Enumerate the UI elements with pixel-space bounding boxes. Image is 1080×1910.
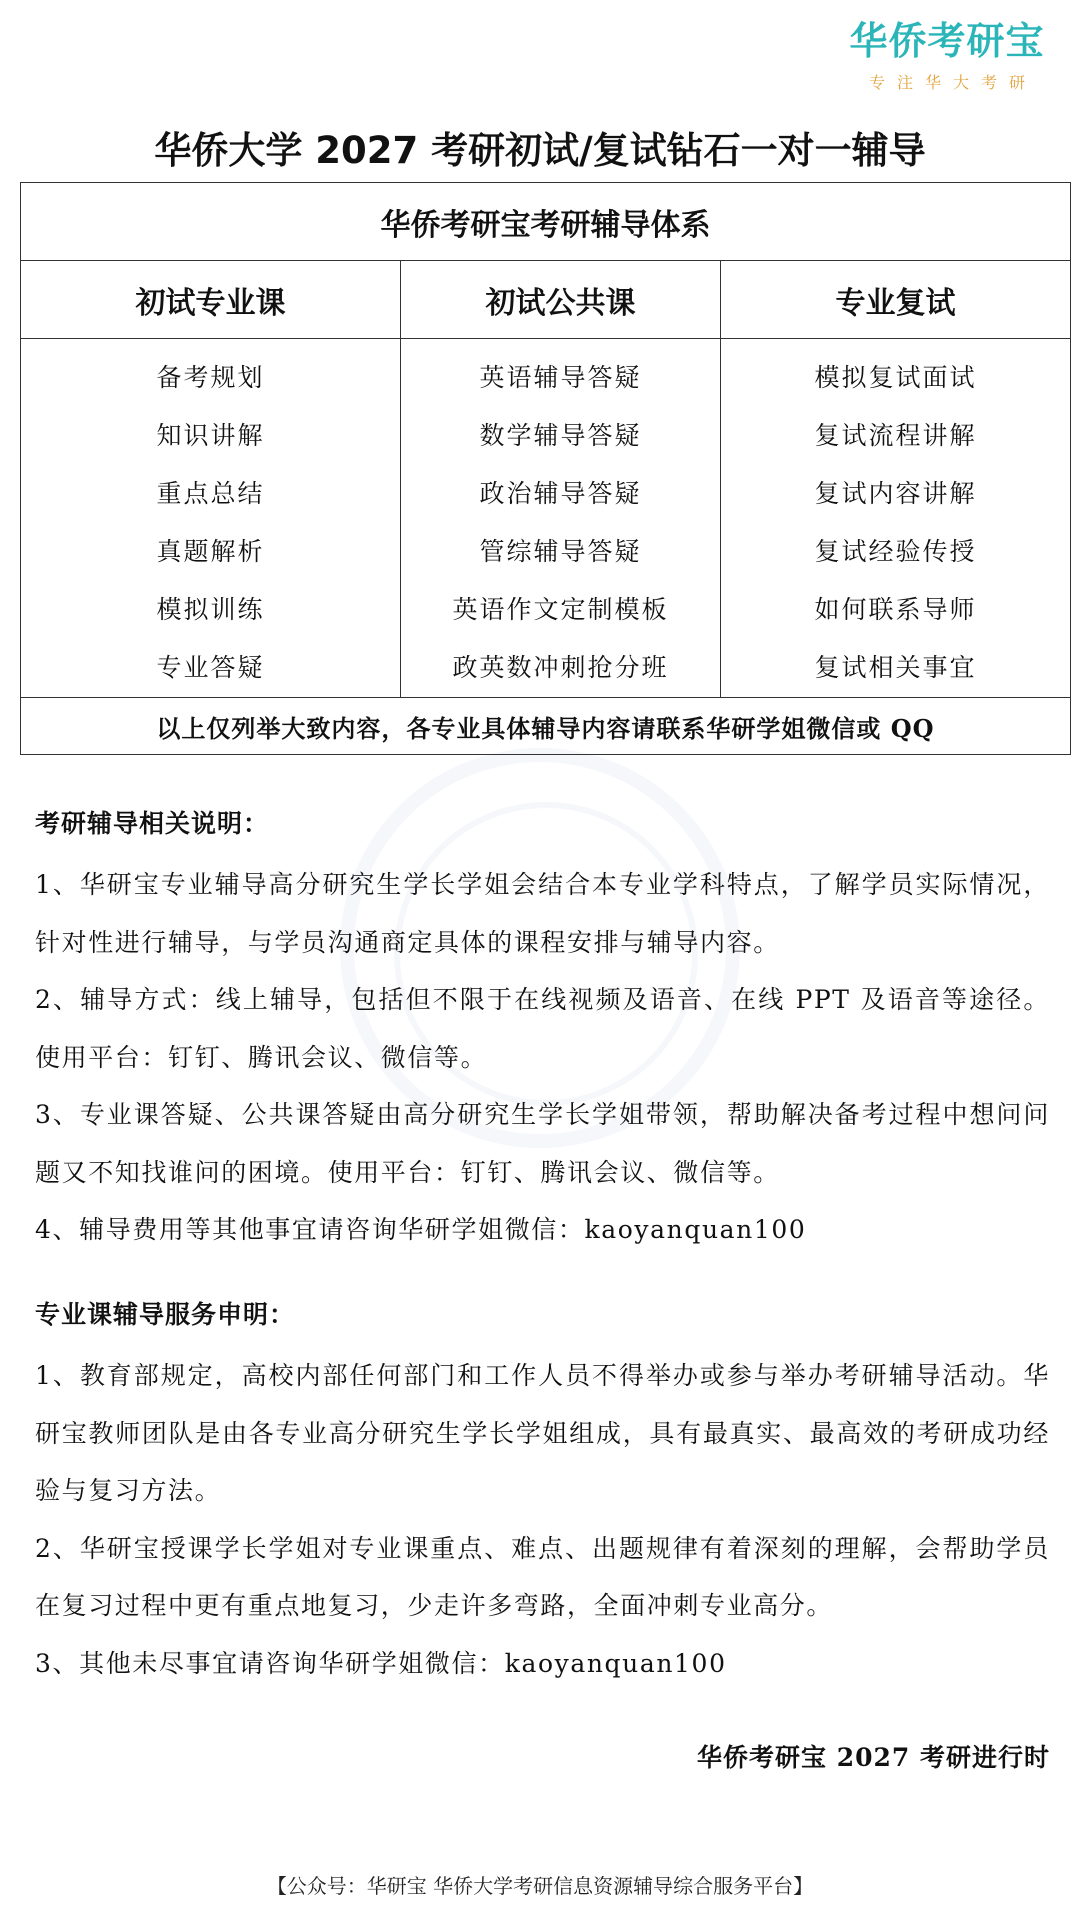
list-item: 复试相关事宜 [814, 653, 977, 682]
system-table-title: 华侨考研宝考研辅导体系 [21, 183, 1071, 261]
list-item: 复试流程讲解 [814, 421, 977, 450]
list-item: 如何联系导师 [814, 595, 977, 624]
list-item: 数学辅导答疑 [479, 421, 642, 450]
paragraph: 3、其他未尽事宜请咨询华研学姐微信：kaoyanquan100 [35, 1648, 727, 1678]
column-header-initial-major: 初试专业课 [21, 261, 401, 339]
service-statement-section [35, 1295, 1050, 1692]
list-item: 真题解析 [156, 537, 265, 566]
table-note: 以上仅列举大致内容，各专业具体辅导内容请联系华研学姐微信或 QQ [21, 698, 1071, 755]
list-item: 专业答疑 [156, 653, 265, 682]
list-item: 复试经验传授 [814, 537, 977, 566]
paragraph: 2、华研宝授课学长学姐对专业课重点、难点、出题规律有着深刻的理解，会帮助学员在复习过程中更有重点地复习，少走许多弯路，全面冲刺专业高分。 [35, 1533, 1050, 1620]
paragraph: 2、辅导方式：线上辅导，包括但不限于在线视频及语音、在线 PPT 及语音等途径。使用平台：钉钉、腾讯会议、微信等。 [35, 985, 1050, 1072]
column-header-initial-public: 初试公共课 [401, 261, 721, 339]
signature: 华侨考研宝 2027 考研进行时 [697, 1743, 1050, 1772]
list-item: 复试内容讲解 [814, 479, 977, 508]
brand-logo [842, 18, 1052, 93]
list-item: 英语辅导答疑 [479, 363, 642, 392]
paragraph: 4、辅导费用等其他事宜请咨询华研学姐微信：kaoyanquan100 [35, 1215, 807, 1244]
retest-items [721, 339, 1071, 698]
list-item: 管综辅导答疑 [479, 537, 642, 566]
section-title: 考研辅导相关说明： [35, 809, 270, 838]
list-item: 重点总结 [156, 479, 265, 508]
list-item: 政治辅导答疑 [479, 479, 642, 508]
section-title: 专业课辅导服务申明： [35, 1300, 296, 1329]
list-item: 模拟训练 [156, 595, 265, 624]
coaching-notes-section [35, 804, 1050, 1259]
list-item: 模拟复试面试 [814, 363, 977, 392]
list-item: 备考规划 [156, 363, 265, 392]
document-title: 华侨大学 2027 考研初试/复试钻石一对一辅导 [154, 129, 926, 172]
list-item: 政英数冲刺抢分班 [452, 653, 669, 682]
paragraph: 3、专业课答疑、公共课答疑由高分研究生学长学姐带领，帮助解决备考过程中想问问题又不知找谁问的困境。使用平台：钉钉、腾讯会议、微信等。 [35, 1100, 1050, 1187]
column-header-retest: 专业复试 [721, 261, 1071, 339]
paragraph: 1、教育部规定，高校内部任何部门和工作人员不得举办或参与举办考研辅导活动。华研宝教师团队是由各专业高分研究生学长学姐组成，具有最真实、最高效的考研成功经验与复习方法。 [35, 1361, 1050, 1505]
list-item: 英语作文定制模板 [452, 595, 669, 624]
coaching-system-table [20, 182, 1071, 755]
initial-major-items [21, 339, 401, 698]
brand-name: 华侨考研宝 [849, 19, 1045, 63]
footer-text: 【公众号：华研宝 华侨大学考研信息资源辅导综合服务平台】 [266, 1874, 814, 1898]
list-item: 知识讲解 [156, 421, 265, 450]
initial-public-items [401, 339, 721, 698]
brand-slogan: 专注华大考研 [868, 73, 1037, 92]
paragraph: 1、华研宝专业辅导高分研究生学长学姐会结合本专业学科特点，了解学员实际情况，针对性进行辅导，与学员沟通商定具体的课程安排与辅导内容。 [35, 870, 1050, 957]
